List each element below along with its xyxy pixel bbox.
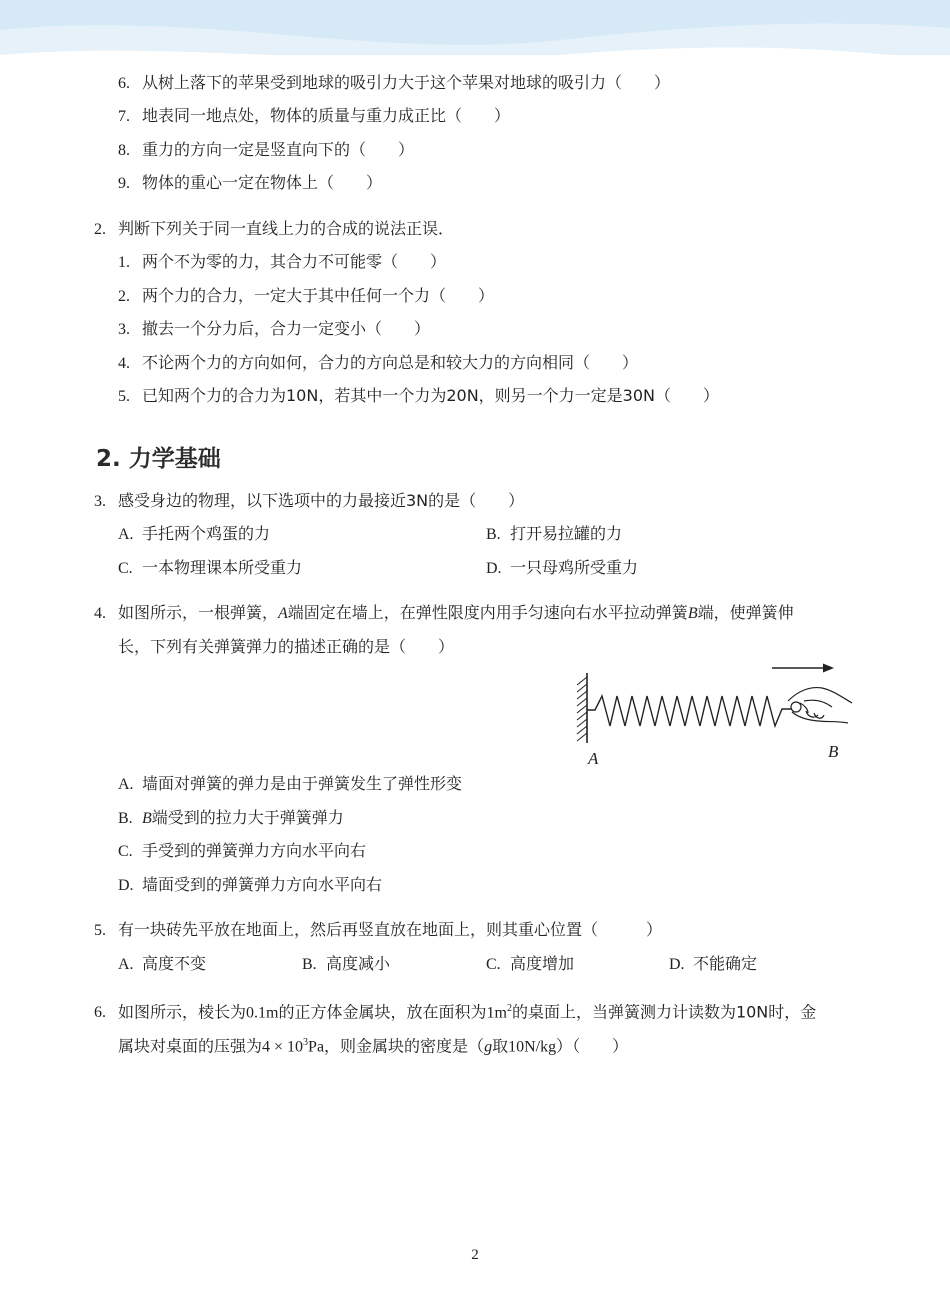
judge-item-b3: 3. 撤去一个分力后，合力一定变小（ ） <box>118 319 431 338</box>
question-4: 4. 如图所示，一根弹簧，A端固定在墙上，在弹性限度内用手匀速向右水平拉动弹簧B端，使弹簧伸 <box>94 603 794 622</box>
question-4-continued: 长，下列有关弹簧弹力的描述正确的是（ ） <box>118 637 455 656</box>
question-5: 5. 有一块砖先平放在地面上，然后再竖直放在地面上，则其重心位置（ ） <box>94 920 663 939</box>
judge-item-b4: 4. 不论两个力的方向如何，合力的方向总是和较大力的方向相同（ ） <box>118 353 639 372</box>
judge-item-b1: 1. 两个不为零的力，其合力不可能零（ ） <box>118 252 447 271</box>
q5-option-d: D. 不能确定 <box>669 954 758 973</box>
section-heading: 2. 力学基础 <box>96 446 221 472</box>
q5-option-a: A. 高度不变 <box>118 954 207 973</box>
q4-option-b: B. B端受到的拉力大于弹簧弹力 <box>118 808 344 827</box>
question-3: 3. 感受身边的物理，以下选项中的力最接近3N的是（ ） <box>94 491 525 510</box>
q5-option-c: C. 高度增加 <box>486 954 575 973</box>
judge-item-b5: 5. 已知两个力的合力为10N，若其中一个力为20N，则另一个力一定是30N（ ） <box>118 386 719 405</box>
judge-item-7: 7. 地表同一地点处，物体的质量与重力成正比（ ） <box>118 106 511 125</box>
hand-icon <box>788 688 852 723</box>
question-6: 6. 如图所示，棱长为0.1m的正方体金属块，放在面积为$1m^2$的桌面上，当弹簧测力计读数为10N时，金 <box>94 1002 817 1022</box>
header-wave-decoration <box>0 0 950 75</box>
q4-option-d: D. 墙面受到的弹簧弹力方向水平向右 <box>118 875 383 894</box>
q3-option-d: D. 一只母鸡所受重力 <box>486 558 639 577</box>
q3-option-a: A. 手托两个鸡蛋的力 <box>118 524 271 543</box>
judge-item-8: 8. 重力的方向一定是竖直向下的（ ） <box>118 140 415 159</box>
judge-item-6: 6. 从树上落下的苹果受到地球的吸引力大于这个苹果对地球的吸引力（ ） <box>118 73 671 92</box>
q4-option-a: A. 墙面对弹簧的弹力是由于弹簧发生了弹性形变 <box>118 774 463 793</box>
figure-label-b: B <box>828 742 839 761</box>
judge-item-9: 9. 物体的重心一定在物体上（ ） <box>118 173 383 192</box>
spring-figure <box>566 657 866 767</box>
question-6-continued: 属块对桌面的压强为$4 \times 10^3Pa$，则金属块的密度是（g取10N/kg）（ ） <box>118 1036 629 1056</box>
pull-direction-arrow <box>772 664 834 673</box>
figure-label-a: A <box>588 749 599 767</box>
wall <box>577 673 587 743</box>
q4-option-c: C. 手受到的弹簧弹力方向水平向右 <box>118 841 367 860</box>
spring <box>587 696 792 726</box>
q3-option-b: B. 打开易拉罐的力 <box>486 524 623 543</box>
judge-item-b2: 2. 两个力的合力，一定大于其中任何一个力（ ） <box>118 286 495 305</box>
q5-option-b: B. 高度减小 <box>302 954 391 973</box>
question-2: 2. 判断下列关于同一直线上力的合成的说法正误． <box>94 219 455 238</box>
page-number: 2 <box>471 1247 479 1263</box>
q3-option-c: C. 一本物理课本所受重力 <box>118 558 303 577</box>
